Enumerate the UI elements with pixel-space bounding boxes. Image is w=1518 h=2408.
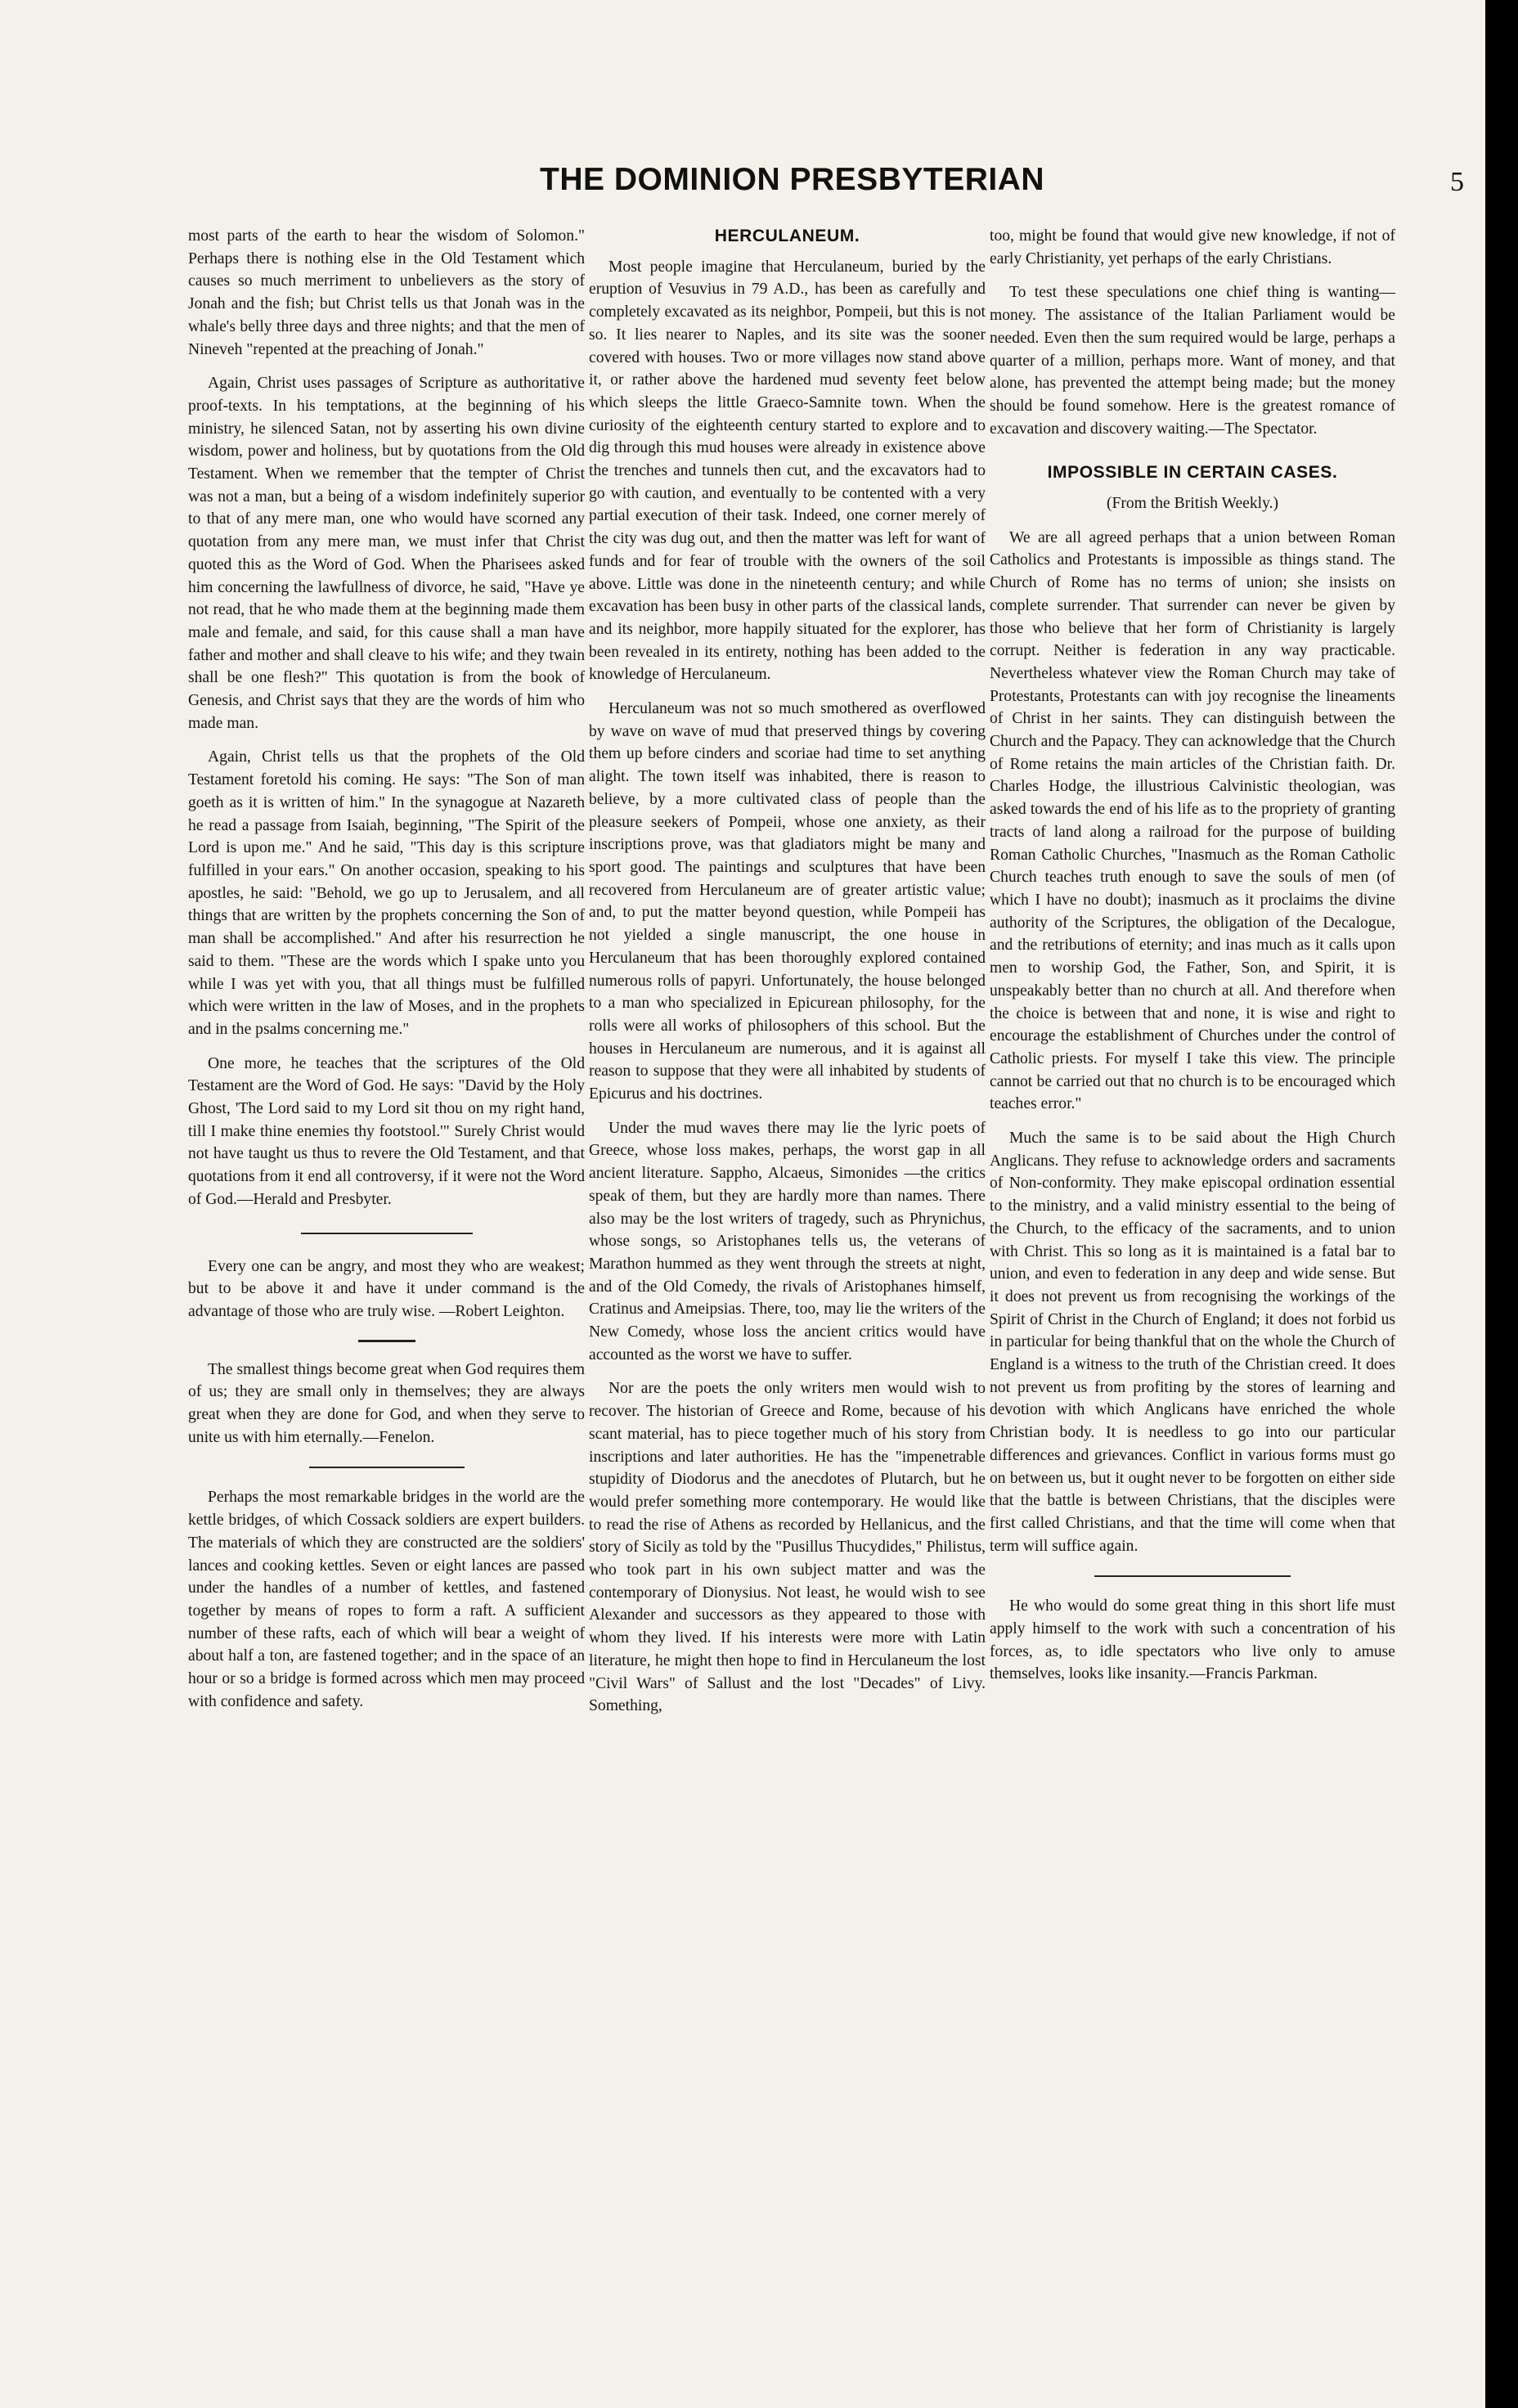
paragraph: Every one can be angry, and most they who are weakest; but to be above it and have it under command is the advantage of those who are truly wise. —Robert Leighton. (188, 1257, 585, 1320)
column-2 (589, 225, 986, 1718)
divider (358, 1340, 415, 1342)
paragraph: Most people imagine that Herculaneum, buried by the eruption of Vesuvius in 79 A.D., has been as carefully and completely excavated as its neighbor, Pompeii, but this is not so. It lies nearer to Naples, and its site was the sooner covered with houses. Two or more villages now stand above it, or rather above the hardened mud seventy feet below which sleeps the little Graeco-Samnite town. When the curiosity of the eighteenth century started to explore and to dig through this mud houses were already in existence above the trenches and tunnels then cut, and the excavators had to go with caution, and eventually to be contented with a very partial execution of their task. Indeed, one corner merely of the city was dug out, and then the matter was left for want of funds and for fear of trouble with the owners of the soil above. Little was done in the nineteenth century; and while excavation has been busy in other parts of the classical lands, and its neighbor, more happily situated for the explorer, has been revealed in its entirety, nothing has been added to the knowledge of Herculaneum. (589, 258, 986, 684)
paragraph: Herculaneum was not so much smothered as overflowed by wave on wave of mud that preserved things by covering them up before cinders and scoriae had time to set anything alight. The town itself was inhabited, there is reason to believe, by a more cultivated class of people than the pleasure seekers of Pompeii, whose one anxiety, as their inscriptions prove, was that gladiators might be many and sport good. The paintings and sculptures that have been recovered from Herculaneum are of greater artistic value; and, to put the matter beyond question, while Pompeii has not yielded a single manuscript, the one house in Herculaneum that has been thoroughly explored contained numerous rolls of papyri. Unfortunately, the house belonged to a man who specialized in Epicurean philosophy, for the rolls were all works of philosophers of this school. But the houses in Herculaneum are numerous, and it is against all reason to suppose that they were all inhabited by students of Epicurus and his doctrines. (589, 700, 986, 1103)
article-title: IMPOSSIBLE IN CERTAIN CASES. (1047, 463, 1338, 483)
divider (1094, 1575, 1291, 1577)
column-3 (990, 225, 1395, 1686)
paragraph: Perhaps the most remarkable bridges in the world are the kettle bridges, of which Cossack soldiers are expert builders. The materials of which they are constructed are the soldiers' lances and cooking kettles. Seven or eight lances are passed under the handles of a number of kettles, and fastened together by means of ropes to form a raft. A sufficient number of these rafts, each of which will bear a weight of about half a ton, are fastened together; and in the space of an hour or so a bridge is formed across which men may proceed with confidence and safety. (188, 1489, 585, 1710)
divider (309, 1467, 465, 1468)
divider (301, 1233, 473, 1234)
paragraph: too, might be found that would give new knowledge, if not of early Christianity, yet perhaps of the early Christians. (990, 227, 1395, 267)
scan-edge (1485, 0, 1518, 2408)
paragraph: Again, Christ uses passages of Scripture as authoritative proof-texts. In his temptations, at the beginning of his ministry, he silenced Satan, not by asserting his own divine wisdom, power and holiness, but by quotations from the Old Testament. When we remember that the tempter of Christ was not a man, but a being of a wisdom indefinitely superior to that of any mere man, one who would have scorned any quotation from any mere man, we must infer that Christ quoted this as the Word of God. When the Pharisees asked him concerning the lawfullness of divorce, he said, "Have ye not read, that he who made them at the beginning made them male and female, and said, for this cause shall a man have father and mother and shall cleave to his wife; and they twain shall be one flesh?" This quotation is from the book of Genesis, and Christ says that they are the words of him who made man. (188, 375, 585, 732)
paragraph: The smallest things become great when God requires them of us; they are small only in themselves; they are always great when they are done for God, and when they serve to unite us with him eternally.—Fenelon. (188, 1360, 585, 1446)
paragraph: We are all agreed perhaps that a union between Roman Catholics and Protestants is impossible as things stand. The Church of Rome has no terms of union; she insists on complete surrender. That surrender can never be given by those who believe that her form of Christianity is largely corrupt. Neither is federation in any way practicable. Nevertheless whatever view the Roman Church may take of Protestants, Protestants can with joy recognise the lineaments of Christ in her saints. They can distinguish between the Church and the Papacy. They can acknowledge that the Church of Rome retains the main articles of the Christian faith. Dr. Charles Hodge, the illustrious Calvinistic theologian, was asked towards the end of his life as to the propriety of granting tracts of land along a railroad for the purpose of building Roman Catholic Churches, "Inasmuch as the Roman Catholic Church teaches truth enough to save the souls of men (of which I have no doubt); inasmuch as it proclaims the divine authority of the Scriptures, the obligation of the Decalogue, and the retributions of eternity; and inas much as it calls upon men to worship God, the Father, Son, and Spirit, it is unspeakably better than no church at all. And therefore when the choice is between that and none, it is wise and right to encourage the establishment of Churches under the control of Catholic priests. For myself I take this view. The principle cannot be carried out that no church is to be encouraged which teaches error." (990, 528, 1395, 1113)
masthead: THE DOMINION PRESBYTERIAN (540, 162, 1045, 197)
page-header (172, 162, 1464, 203)
column-1 (188, 225, 585, 1713)
paragraph: One more, he teaches that the scriptures of the Old Testament are the Word of God. He says: "David by the Holy Ghost, 'The Lord said to my Lord sit thou on my right hand, till I make thine enemies thy footstool.'" Surely Christ would not have taught us thus to revere the Old Testament, and that quotations from it end all controversy, if it were not the Word of God.—Herald and Presbyter. (188, 1054, 585, 1208)
paragraph: Much the same is to be said about the High Church Anglicans. They refuse to acknowledge orders and sacraments of Non-conformity. They make episcopal ordination essential to the ministry, and a valid ministry essential to the being of the Church, to the efficacy of the sacraments, and to union with Christ. This so long as it is maintained is a fatal bar to union, and even to federation in any deep and wide sense. But it does not prevent us from recognising the workings of the Spirit of Christ in the Church of England; it does not forbid us in particular for being thankful that on the whole the Church of England is a witness to the truth of the Christian creed. It does not prevent us from profiting by the stores of learning and devotion with which Anglicans have enriched the whole Christian body. It is needless to go into our particular differences and grievances. Conflict in various forms must go on between us, but it ought never to be forgotten on either side that the battle is between Christians, that the disciples were first called Christians, and that the time will come when that term will suffice again. (990, 1130, 1395, 1555)
paragraph: most parts of the earth to hear the wisdom of Solomon." Perhaps there is nothing else in the Old Testament which causes so much merriment to unbelievers as the story of Jonah and the fish; but Christ tells us that Jonah was in the whale's belly three days and three nights; and that the men of Nineveh "repented at the preaching of Jonah." (188, 227, 585, 358)
page-number: 5 (1450, 167, 1464, 197)
article-title: HERCULANEUM. (714, 227, 860, 245)
paragraph: Nor are the poets the only writers men would wish to recover. The historian of Greece and Rome, because of his scant material, has to piece together much of his story from inscriptions and later authorities. He has the "impenetrable stupidity of Diodorus and the anecdotes of Plutarch, but he would prefer something more contemporary. He would like to read the rise of Athens as recorded by Hellanicus, and the story of Sicily as told by the "Pusillus Thucydides," Philistus, who took part in his own subject matter and was the contemporary of Dionysius. Not least, he would wish to see Alexander and successors as they appeared to those with whom they lived. If his interests were more with Latin literature, he might then hope to find in Herculaneum the lost "Civil Wars" of Sallust and the lost "Decades" of Livy. Something, (589, 1380, 986, 1715)
paragraph: Under the mud waves there may lie the lyric poets of Greece, whose loss makes, perhaps, the worst gap in all ancient literature. Sappho, Alcaeus, Simonides —the critics speak of them, but they are hardly more than names. There also may be the lost writers of tragedy, such as Phrynichus, whose songs, so Aristophanes tells us, the veterans of Marathon hummed as they went through the streets at night, and of the Old Comedy, the rivals of Aristophanes himself, Cratinus and Ameipsias. There, too, may lie the writers of the New Comedy, whose loss the ancient critics would have accounted as the worst we have to suffer. (589, 1119, 986, 1363)
paragraph: He who would do some great thing in this short life must apply himself to the work with such a concentration of his forces, as, to idle spectators who live only to amuse themselves, looks like insanity.—Francis Parkman. (990, 1597, 1395, 1683)
paragraph: To test these speculations one chief thing is wanting—money. The assistance of the Italian Parliament would be needed. Even then the sum required would be large, perhaps a quarter of a million, perhaps more. Want of money, and that alone, has prevented the attempt being made; but the money should be found somehow. Here is the greatest romance of excavation and discovery waiting.—The Spectator. (990, 284, 1395, 438)
article-source: (From the British Weekly.) (1106, 495, 1279, 513)
paragraph: Again, Christ tells us that the prophets of the Old Testament foretold his coming. He says: "The Son of man goeth as it is written of him." In the synagogue at Nazareth he read a passage from Isaiah, beginning, "The Spirit of the Lord is upon me." And he said, "This day is this scripture fulfilled in your ears." On another occasion, speaking to his apostles, he said: "Behold, we go up to Jerusalem, and all things that are written by the prophets concerning the Son of man shall be accomplished." And after his resurrection he said to them. "These are the words which I spake unto you while I was yet with you, that all things must be fulfilled which were written in the law of Moses, and in the prophets and in the psalms concerning me." (188, 748, 585, 1038)
